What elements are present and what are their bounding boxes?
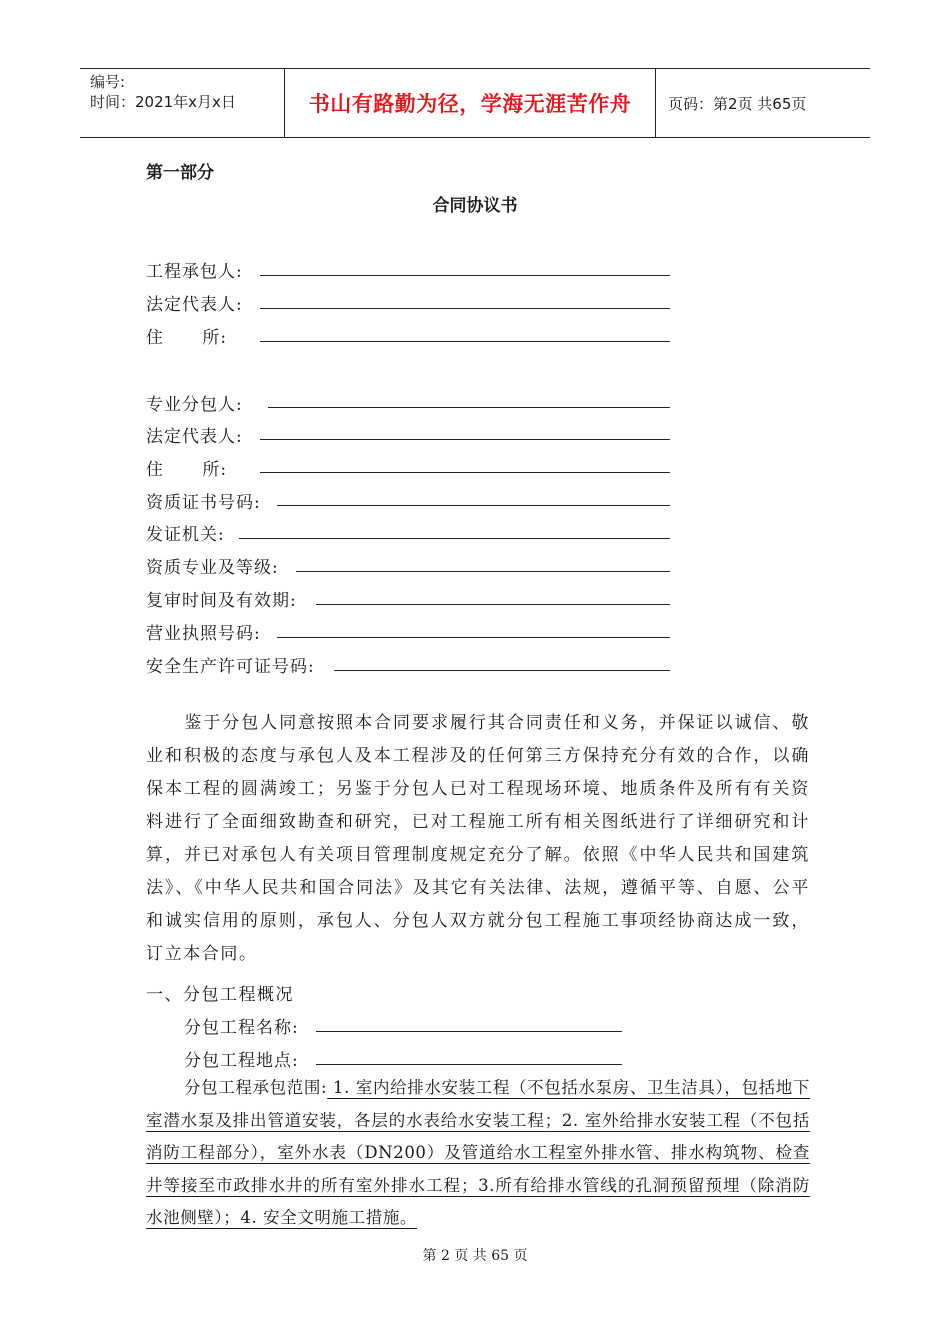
intro-paragraph-text: 鉴于分包人同意按照本合同要求履行其合同责任和义务，并保证以诚信、敬业和积极的态度与承包人及本工程涉及的任何第三方保持充分有效的合作，以确保本工程的圆满竣工；另鉴于分包人已对工程现场环境、地质条件及所有有关资料进行了全面细致勘查和研究，已对工程施工所有相关图纸进行了详细研究和计算，并已对承包人有关项目管理制度规定充分了解。依照《中华人民共和国建筑法》、《中华人民共和国合同法》及其它有关法律、法规，遵循平等、自愿、公平和诚实信用的原则，承包人、分包人双方就分包工程施工事项经协商达成一致，订立本合同。 — [146, 713, 810, 964]
subcontractor-name-label: 专业分包人: — [146, 395, 243, 415]
business-license-label: 营业执照号码: — [146, 624, 261, 644]
project-name-field[interactable] — [316, 1031, 622, 1032]
contractor-name-field[interactable] — [260, 275, 670, 276]
page-header — [80, 68, 870, 138]
header-info-cell — [80, 69, 285, 137]
intro-paragraph — [146, 707, 810, 971]
header-page-info: 页码：第2页 共65页 — [668, 94, 807, 113]
qualification-field[interactable] — [296, 571, 670, 572]
header-motto: 书山有路勤为径，学海无涯苦作舟 — [285, 69, 656, 137]
contractor-rep-label: 法定代表人: — [146, 295, 243, 315]
review-validity-label: 复审时间及有效期: — [146, 591, 297, 611]
safety-permit-label: 安全生产许可证号码: — [146, 657, 315, 677]
review-validity-field[interactable] — [316, 604, 670, 605]
cert-number-field[interactable] — [277, 505, 670, 506]
contractor-address-label: 住 所: — [146, 328, 228, 348]
cert-number-label: 资质证书号码: — [146, 493, 261, 513]
project-location-label: 分包工程地点: — [184, 1051, 299, 1071]
project-scope-text: 1. 室内给排水安装工程（不包括水泵房、卫生洁具），包括地下室潜水泵及排出管道安装，各层的水表给水安装工程；2. 室外给排水安装工程（不包括消防工程部分），室外水表（DN200）及管道给水工程室外排水管、排水构筑物、检查井等接至市政排水井的所有室外排水工程；3.所有给排水管线的孔洞预留预埋（除消防水池侧壁）；4. 安全文明施工措施。 — [146, 1078, 810, 1227]
part-title: 第一部分 — [146, 163, 214, 183]
project-location-field[interactable] — [316, 1064, 622, 1065]
safety-permit-field[interactable] — [334, 670, 670, 671]
cert-issuer-label: 发证机关: — [146, 525, 225, 545]
subcontractor-rep-field[interactable] — [260, 439, 670, 440]
contractor-rep-field[interactable] — [260, 308, 670, 309]
qualification-label: 资质专业及等级: — [146, 558, 279, 578]
document-title: 合同协议书 — [432, 196, 518, 216]
subcontractor-address-label: 住 所: — [146, 460, 228, 480]
doc-number-label: 编号: — [90, 73, 126, 91]
subcontractor-name-field[interactable] — [268, 407, 670, 408]
business-license-field[interactable] — [277, 637, 670, 638]
project-scope-label: 分包工程承包范围: — [184, 1078, 328, 1097]
cert-issuer-field[interactable] — [239, 538, 670, 539]
contractor-name-label: 工程承包人: — [146, 262, 243, 282]
subcontractor-rep-label: 法定代表人: — [146, 427, 243, 447]
project-name-label: 分包工程名称: — [184, 1018, 299, 1038]
doc-time-label: 时间：2021年x月x日 — [90, 93, 236, 111]
project-scope — [146, 1072, 810, 1235]
section-heading: 一、分包工程概况 — [146, 985, 294, 1005]
subcontractor-address-field[interactable] — [260, 472, 670, 473]
contractor-address-field[interactable] — [260, 341, 670, 342]
page-footer: 第 2 页 共 65 页 — [422, 1248, 528, 1264]
